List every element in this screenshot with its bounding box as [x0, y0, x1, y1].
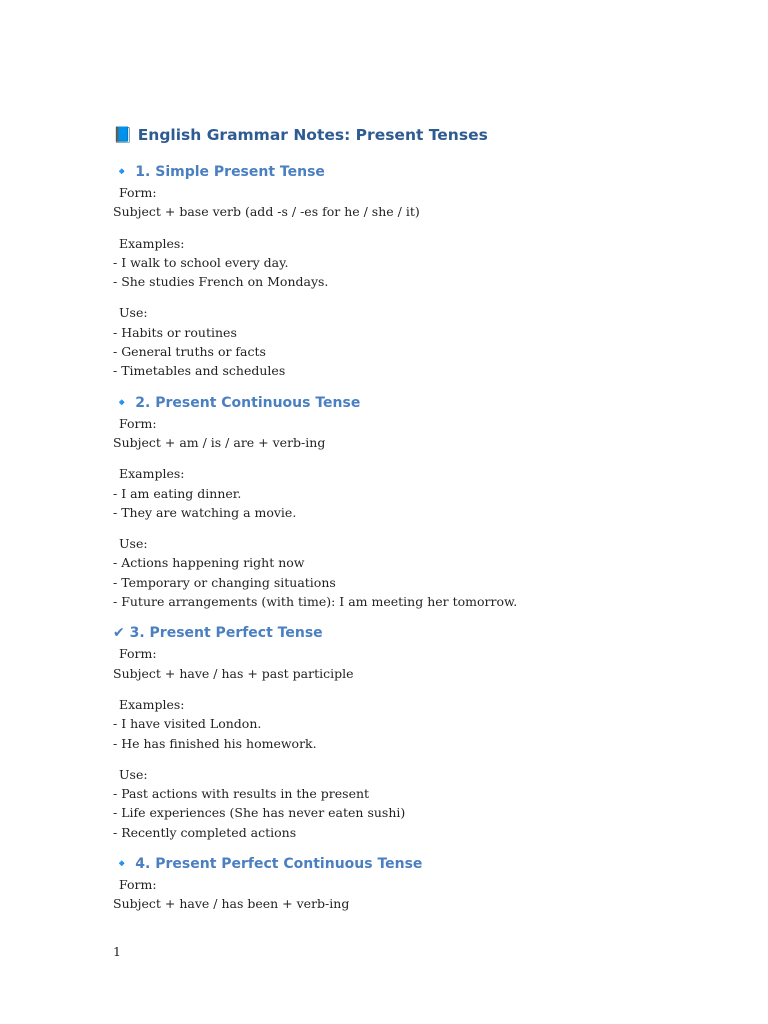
- use-item: - Actions happening right now: [113, 555, 305, 571]
- example-item: - I walk to school every day.: [113, 254, 289, 270]
- use-item: - Timetables and schedules: [113, 363, 286, 379]
- use-item: - Temporary or changing situations: [113, 574, 336, 590]
- examples-label: Examples:: [119, 696, 185, 712]
- example-item: - They are watching a movie.: [113, 504, 297, 520]
- section-heading: ✔ 3. Present Perfect Tense: [113, 625, 323, 642]
- section-simple-present: [113, 162, 713, 381]
- use-label: Use:: [119, 305, 148, 321]
- form-label: Form:: [119, 185, 157, 200]
- form-text: Subject + base verb (add -s / -es for he / she / it): [113, 204, 420, 220]
- page-number: 1: [113, 944, 121, 959]
- example-item: - I have visited London.: [113, 716, 262, 732]
- section-present-perfect: [113, 623, 713, 842]
- form-text: Subject + am / is / are + verb-ing: [113, 434, 326, 450]
- use-item: - Life experiences (She has never eaten sushi): [113, 805, 406, 821]
- example-item: - He has finished his homework.: [113, 735, 317, 751]
- example-item: - She studies French on Mondays.: [113, 274, 329, 290]
- form-label: Form:: [119, 646, 157, 662]
- form-label: Form:: [119, 415, 157, 431]
- use-label: Use:: [119, 766, 148, 782]
- section-heading: 🔹 2. Present Continuous Tense: [113, 394, 361, 411]
- document-title: 📘 English Grammar Notes: Present Tenses: [113, 126, 488, 144]
- use-item: - Past actions with results in the present: [113, 786, 370, 802]
- use-item: - Future arrangements (with time): I am meeting her tomorrow.: [113, 594, 518, 610]
- section-heading: 🔹 4. Present Perfect Continuous Tense: [113, 856, 423, 873]
- use-item: - General truths or facts: [113, 344, 266, 360]
- form-label: Form:: [119, 877, 157, 893]
- document-content: [113, 124, 713, 914]
- section-present-perfect-continuous: [113, 854, 713, 914]
- section-heading: 🔹 1. Simple Present Tense: [113, 164, 325, 180]
- form-text: Subject + have / has been + verb-ing: [113, 896, 350, 912]
- use-item: - Recently completed actions: [113, 824, 297, 840]
- form-text: Subject + have / has + past participle: [113, 665, 354, 681]
- example-item: - I am eating dinner.: [113, 485, 242, 501]
- examples-label: Examples:: [119, 466, 185, 482]
- use-label: Use:: [119, 536, 148, 552]
- section-present-continuous: [113, 393, 713, 612]
- use-item: - Habits or routines: [113, 324, 237, 340]
- examples-label: Examples:: [119, 235, 185, 251]
